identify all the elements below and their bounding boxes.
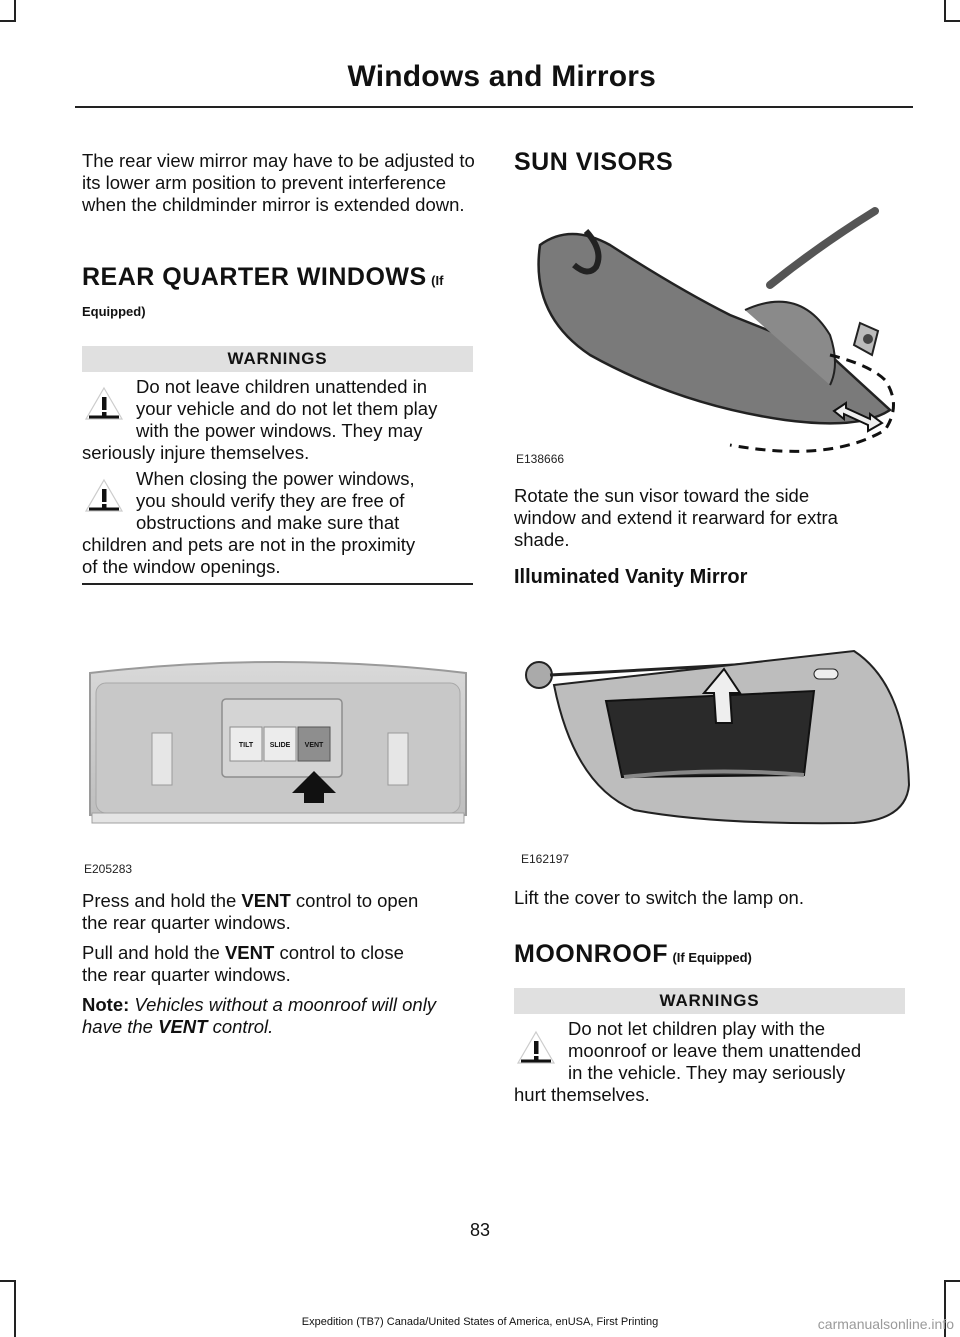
tilt-button-label: TILT [238,742,254,749]
crop-mark-bottom-left-v [14,1280,16,1337]
note-text-b: have the [82,1016,159,1037]
warning-1-line-2: your vehicle and do not let them play [136,398,438,419]
page-number: 83 [469,1220,491,1240]
warning-1-text [82,376,477,464]
note-label: Note: [82,994,130,1015]
warning-1-line-4: seriously injure themselves. [82,442,310,463]
note-text-c: control. [207,1016,274,1037]
rear-quarter-heading [82,263,482,292]
crop-mark-bottom-right-h [944,1280,960,1282]
p1-text-c: the rear quarter windows. [82,912,291,933]
sun-visor-paragraph [514,485,914,551]
vent-close-paragraph [82,942,482,986]
moonroof-heading [514,940,914,969]
p1-text-b: control to open [290,890,419,911]
moonroof-warning-line-3: in the vehicle. They may seriously [568,1062,846,1083]
overhead-console-illustration [82,645,474,845]
moonroof-warning-text [514,1018,914,1106]
crop-mark-top-right-v [944,0,946,22]
watermark-text: carmanualsonline.info [817,1316,954,1332]
figure-id-e162197: E162197 [521,852,570,866]
vent-open-paragraph [82,890,482,934]
rear-quarter-title: REAR QUARTER WINDOWS [82,263,427,291]
warnings-end-rule [82,583,473,585]
sun-text-line-1: Rotate the sun visor toward the side [514,485,810,506]
warning-2-text [82,468,477,578]
warning-2-line-1: When closing the power windows, [136,468,415,489]
crop-mark-top-left-v [14,0,16,22]
intro-paragraph [82,150,477,216]
rear-quarter-qualifier-a: (If [431,273,444,288]
p1-text-a: Press and hold the [82,890,242,911]
moonroof-warning-line-4: hurt themselves. [514,1084,650,1105]
warning-1-line-3: with the power windows. They may [136,420,423,441]
warning-2-line-4: children and pets are not in the proximity [82,534,416,555]
moonroof-qualifier: (If Equipped) [672,950,752,965]
p2-text-a: Pull and hold the [82,942,225,963]
figure-id-e205283: E205283 [84,862,133,876]
vanity-mirror-illustration [514,645,910,830]
p2-keyword: VENT [224,942,275,963]
rear-quarter-qualifier-b: Equipped) [82,304,146,319]
p1-keyword: VENT [241,890,291,911]
sun-text-line-2: window and extend it rearward for extra [514,507,838,528]
note-text-a: Vehicles without a moonroof will only [129,994,437,1015]
sun-visors-title: SUN VISORS [514,148,674,176]
note-keyword: VENT [158,1016,208,1037]
publication-footer: Expedition (TB7) Canada/United States of America, enUSA, First Printing [301,1316,659,1328]
note-paragraph [82,994,482,1038]
header-divider [75,106,913,108]
page-header-title: Windows and Mirrors [347,60,656,93]
figure-id-e138666: E138666 [516,452,565,466]
vanity-mirror-title: Illuminated Vanity Mirror [514,566,748,588]
warnings-bar-right: WARNINGS [514,988,905,1014]
moonroof-warning-line-2: moonroof or leave them unattended [568,1040,862,1061]
p2-text-b: control to close [274,942,404,963]
vanity-paragraph: Lift the cover to switch the lamp on. [514,887,804,908]
warning-1-line-1: Do not leave children unattended in [136,376,428,397]
sun-visor-illustration [530,205,925,467]
warning-2-line-3: obstructions and make sure that [136,512,400,533]
moonroof-warning-line-1: Do not let children play with the [568,1018,826,1039]
warnings-bar-left: WARNINGS [82,346,473,372]
crop-mark-top-left-h [0,20,16,22]
warning-2-line-2: you should verify they are free of [136,490,405,511]
p2-text-c: the rear quarter windows. [82,964,291,985]
moonroof-title: MOONROOF [514,940,668,968]
crop-mark-top-right-h [944,20,960,22]
vent-button-label: VENT [304,742,324,749]
slide-button-label: SLIDE [269,742,291,749]
sun-text-line-3: shade. [514,529,570,550]
intro-text: The rear view mirror may have to be adjusted to its lower arm position to prevent interference when the childminder mirror is extended down. [82,150,475,215]
warning-2-line-5: of the window openings. [82,556,281,577]
crop-mark-bottom-left-h [0,1280,16,1282]
